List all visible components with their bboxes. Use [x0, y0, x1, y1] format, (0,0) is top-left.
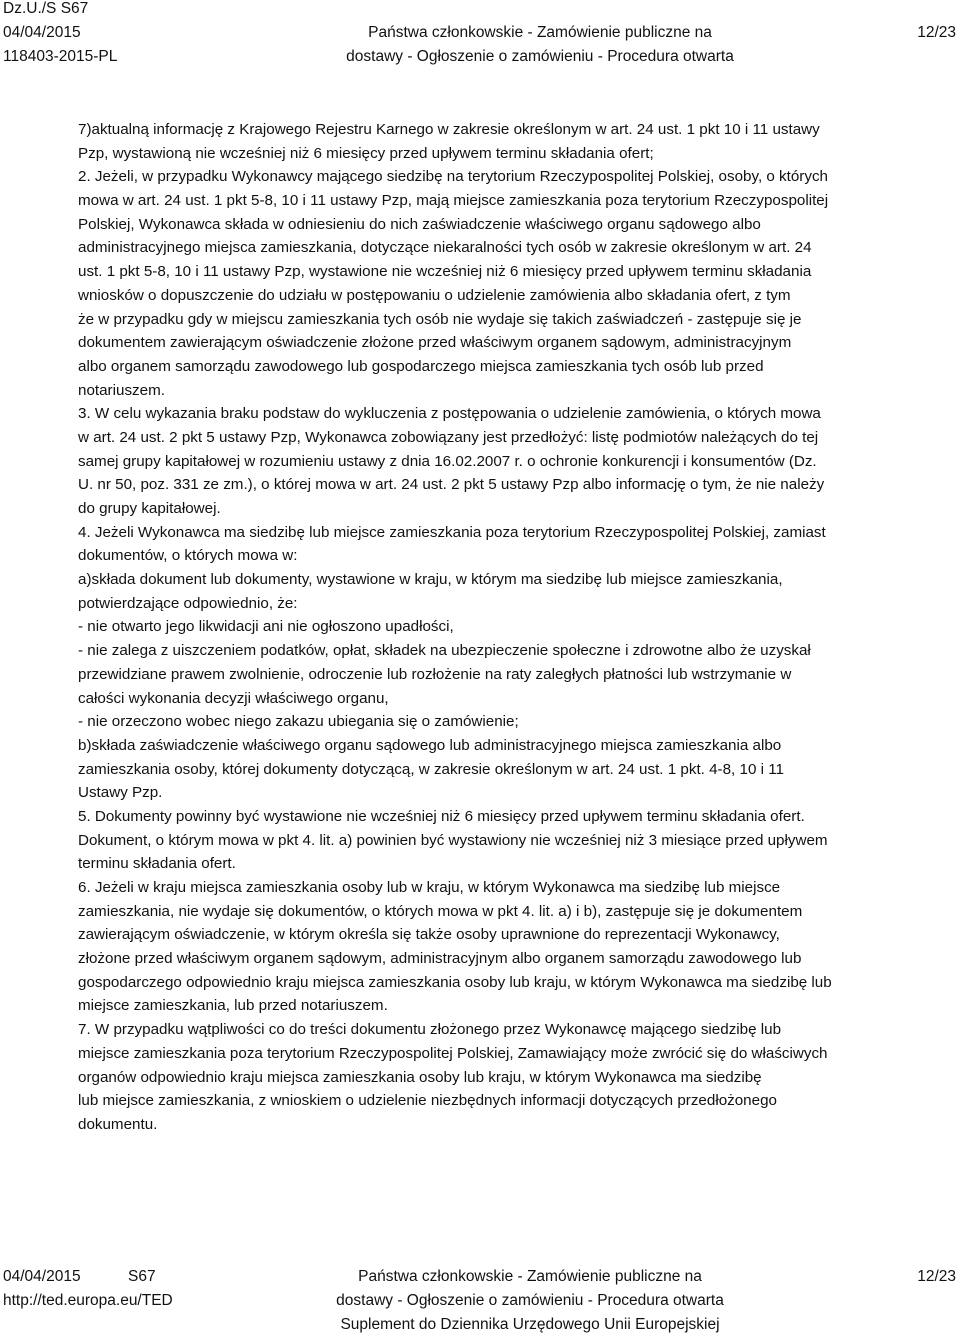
body-text-line: organów odpowiednio kraju miejsca zamieszkania osoby lub kraju, w którym Wykonawca ma siedzibę [78, 1068, 762, 1086]
body-text-line: Polskiej, Wykonawca składa w odniesieniu do nich zaświadczenie właściwego organu sądowego albo [78, 215, 761, 233]
header-date: 04/04/2015 [3, 24, 81, 41]
body-text-line: zawierającym oświadczenie, w którym określa się także osoby uprawnione do reprezentacji Wykonawcy, [78, 926, 780, 944]
body-text-line: do grupy kapitałowej. [78, 500, 221, 517]
body-text-line: gospodarczego odpowiednio kraju miejsca zamieszkania osoby lub kraju, w którym Wykonawca ma siedzibę lub [78, 973, 832, 991]
body-text-line: potwierdzające odpowiednio, że: [78, 594, 298, 612]
body-text-line: miejsce zamieszkania poza terytorium Rzeczypospolitej Polskiej, Zamawiający może zwrócić się do właściwych [78, 1044, 828, 1062]
body-text-line: U. nr 50, poz. 331 ze zm.), o której mowa w art. 24 ust. 2 pkt 5 ustawy Pzp albo informację o tym, że nie należy [78, 476, 825, 494]
page-footer [0, 1262, 960, 1334]
body-text-line: - nie zalega z uiszczeniem podatków, opłat, składek na ubezpieczenie społeczne i zdrowotne albo że uzyskał [78, 642, 811, 660]
body-text-line: - nie orzeczono wobec niego zakazu ubiegania się o zamówienie; [78, 713, 519, 731]
body-text-line: zamieszkania, nie wydaje się dokumentów, o których mowa w pkt 4. lit. a) i b), zastępuje się je dokumentem [78, 902, 803, 920]
footer-url-link[interactable]: http://ted.europa.eu/TED [3, 1292, 173, 1309]
body-text-line: złożone przed właściwym organem sądowym, administracyjnym albo organem samorządu zawodowego lub [78, 950, 802, 968]
footer-supplement-title: Suplement do Dziennika Urzędowego Unii Europejskiej [340, 1316, 720, 1333]
footer-page-number: 12/23 [917, 1268, 956, 1285]
body-text-line: lub miejsce zamieszkania, z wnioskiem o udzielenie niezbędnych informacji dotyczących przedłożonego [78, 1092, 777, 1110]
header-title-line-1: Państwa członkowskie - Zamówienie publiczne na [368, 24, 712, 41]
document-body [78, 118, 958, 1137]
body-text-line: mowa w art. 24 ust. 1 pkt 5-8, 10 i 11 ustawy Pzp, mają miejsce zamieszkania poza terytorium Rzeczypospolitej [78, 192, 829, 210]
body-text-line: terminu składania ofert. [78, 855, 236, 873]
body-text-line: całości wykonania decyzji właściwego organu, [78, 689, 389, 707]
header-title-line-2: dostawy - Ogłoszenie o zamówieniu - Procedura otwarta [346, 48, 734, 65]
body-text-line: Ustawy Pzp. [78, 784, 163, 802]
body-text-line: 5. Dokumenty powinny być wystawione nie wcześniej niż 6 miesięcy przed upływem terminu składania ofert. [78, 807, 805, 825]
body-text-line: Pzp, wystawioną nie wcześniej niż 6 miesięcy przed upływem terminu składania ofert; [78, 144, 654, 162]
footer-title-line-1: Państwa członkowskie - Zamówienie publiczne na [358, 1268, 702, 1285]
body-text-line: dokumentów, o których mowa w: [78, 547, 298, 565]
body-text-line: 6. Jeżeli w kraju miejsca zamieszkania osoby lub w kraju, w którym Wykonawca ma siedzibę lub miejsce [78, 879, 781, 896]
body-text-line: b)składa zaświadczenie właściwego organu sądowego lub administracyjnego miejsca zamieszkania albo [78, 736, 782, 754]
body-text-line: 4. Jeżeli Wykonawca ma siedzibę lub miejsce zamieszkania poza terytorium Rzeczypospolitej Polskiej, zamiast [78, 523, 826, 541]
body-text-line: samej grupy kapitałowej w rozumieniu ustawy z dnia 16.02.2007 r. o ochronie konkurencji i konsumentów (Dz. [78, 452, 817, 470]
body-text-line: w art. 24 ust. 2 pkt 5 ustawy Pzp, Wykonawca zobowiązany jest przedłożyć: listę podmiotów należących do tej [78, 428, 819, 446]
doc-reference: Dz.U./S S67 [3, 0, 89, 17]
footer-date: 04/04/2015 [3, 1268, 81, 1285]
body-text-line: notariuszem. [78, 381, 165, 399]
body-text-line: 2. Jeżeli, w przypadku Wykonawcy mającego siedzibę na terytorium Rzeczypospolitej Polskiej, osoby, o których [78, 168, 829, 186]
header-page-number: 12/23 [917, 24, 956, 41]
body-text-line: 7. W przypadku wątpliwości co do treści dokumentu złożonego przez Wykonawcę mającego siedzibę lub [78, 1021, 782, 1039]
body-text-line: a)składa dokument lub dokumenty, wystawione w kraju, w którym ma siedzibę lub miejsce zamieszkania, [78, 571, 783, 589]
body-text-line: dokumentem zawierającym oświadczenie złożone przed właściwym organem sądowym, administracyjnym [78, 334, 792, 352]
body-text-line: ust. 1 pkt 5-8, 10 i 11 ustawy Pzp, wystawione nie wcześniej niż 6 miesięcy przed upływem terminu składania [78, 263, 812, 281]
body-text-line: albo organem samorządu zawodowego lub gospodarczego miejsca zamieszkania tych osób lub przed [78, 357, 764, 375]
body-text-line: - nie otwarto jego likwidacji ani nie ogłoszono upadłości, [78, 618, 454, 636]
body-text-line: wniosków o dopuszczenie do udziału w postępowaniu o udzielenie zamówienia albo składania ofert, z tym [78, 286, 791, 304]
body-text-line: Dokument, o którym mowa w pkt 4. lit. a) powinien być wystawiony nie wcześniej niż 3 miesiące przed upływem [78, 831, 828, 849]
footer-title-line-2: dostawy - Ogłoszenie o zamówieniu - Procedura otwarta [336, 1292, 724, 1309]
body-text-line: 3. W celu wykazania braku podstaw do wykluczenia z postępowania o udzielenie zamówienia, o których mowa [78, 405, 821, 423]
body-text-line: administracyjnego miejsca zamieszkania, dotyczące niekaralności tych osób w zakresie określonym w art. 24 [78, 239, 812, 257]
footer-series: S67 [128, 1268, 156, 1285]
body-text-line: że w przypadku gdy w miejscu zamieszkania tych osób nie wydaje się takich zaświadczeń - zastępuje się je [78, 310, 802, 328]
body-text-line: przewidziane prawem zwolnienie, odroczenie lub rozłożenie na raty zaległych płatności lub wstrzymanie w [78, 665, 792, 683]
page-header [0, 0, 960, 72]
notice-id: 118403-2015-PL [3, 48, 118, 65]
body-text-line: 7)aktualną informację z Krajowego Rejestru Karnego w zakresie określonym w art. 24 ust. 1 pkt 10 i 11 ustawy [78, 121, 820, 138]
body-text-line: zamieszkania osoby, której dokumenty dotyczącą, w zakresie określonym w art. 24 ust. 1 pkt. 4-8, 10 i 11 [78, 760, 784, 778]
body-text-line: dokumentu. [78, 1115, 158, 1133]
body-text-line: miejsce zamieszkania, lub przed notariuszem. [78, 997, 388, 1015]
